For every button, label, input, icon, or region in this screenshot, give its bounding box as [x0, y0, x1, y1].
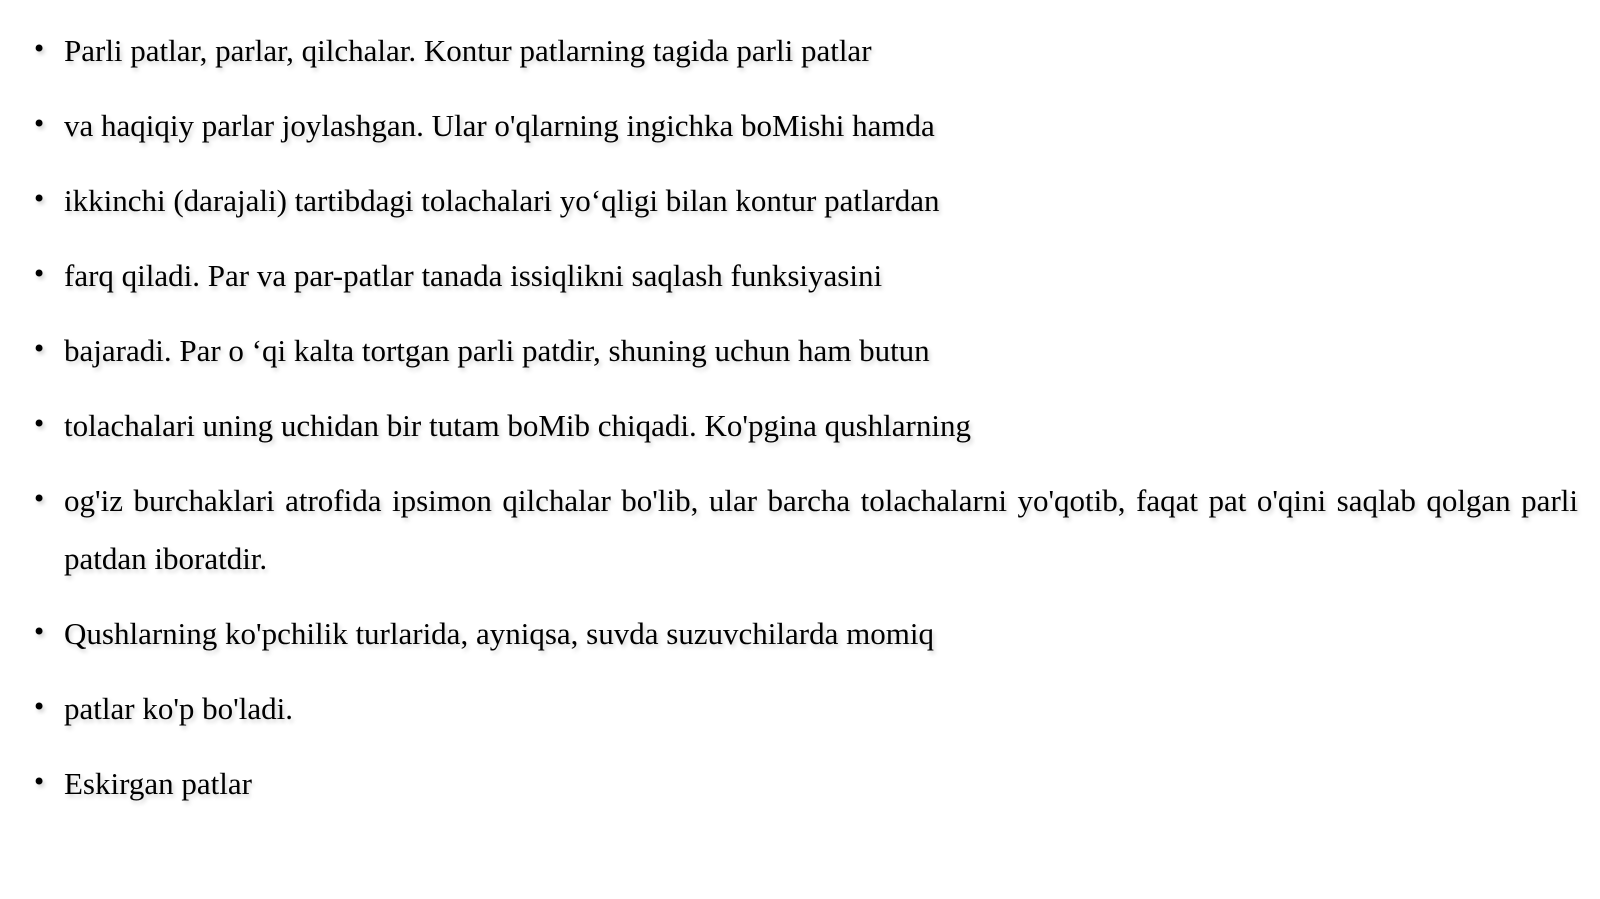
list-item-text: og'iz burchaklari atrofida ipsimon qilchalar bo'lib, ular barcha tolachalarni yo'qotib, faqat pat o'qini saqlab qolgan parli patdan iboratdir.	[64, 483, 1578, 576]
list-item	[32, 97, 1578, 155]
list-item-text: farq qiladi. Par va par-patlar tanada issiqlikni saqlash funksiyasini	[64, 258, 883, 293]
list-item-text: Qushlarning ko'pchilik turlarida, ayniqsa, suvda suzuvchilarda momiq	[64, 616, 934, 651]
list-item	[32, 397, 1578, 455]
list-item	[32, 247, 1578, 305]
bullet-icon: •	[32, 335, 47, 363]
bullet-icon: •	[32, 260, 47, 288]
bullet-icon: •	[32, 110, 47, 138]
list-item-text: Parli patlar, parlar, qilchalar. Kontur patlarning tagida parli patlar	[64, 33, 872, 68]
list-item	[32, 472, 1578, 588]
list-item	[32, 322, 1578, 380]
list-item-text: bajaradi. Par o ‘qi kalta tortgan parli patdir, shuning uchun ham butun	[64, 333, 930, 368]
list-item-text: va haqiqiy parlar joylashgan. Ular o'qlarning ingichka boMishi hamda	[64, 108, 935, 143]
bullet-icon: •	[32, 768, 47, 796]
list-item-text: tolachalari uning uchidan bir tutam boMib chiqadi. Ko'pgina qushlarning	[64, 408, 971, 443]
bullet-icon: •	[32, 35, 47, 63]
bullet-icon: •	[32, 410, 47, 438]
bullet-list	[32, 22, 1578, 830]
bullet-icon: •	[32, 485, 47, 513]
bullet-icon: •	[32, 618, 47, 646]
list-item	[32, 605, 1578, 663]
list-item	[32, 172, 1578, 230]
list-item	[32, 22, 1578, 80]
list-item	[32, 755, 1578, 813]
bullet-icon: •	[32, 693, 47, 721]
list-item-text: ikkinchi (darajali) tartibdagi tolachalari yo‘qligi bilan kontur patlardan	[64, 183, 940, 218]
list-item	[32, 680, 1578, 738]
list-item-text: Eskirgan patlar	[64, 766, 252, 801]
list-item-text: patlar ko'p bo'ladi.	[64, 691, 293, 726]
bullet-icon: •	[32, 185, 47, 213]
